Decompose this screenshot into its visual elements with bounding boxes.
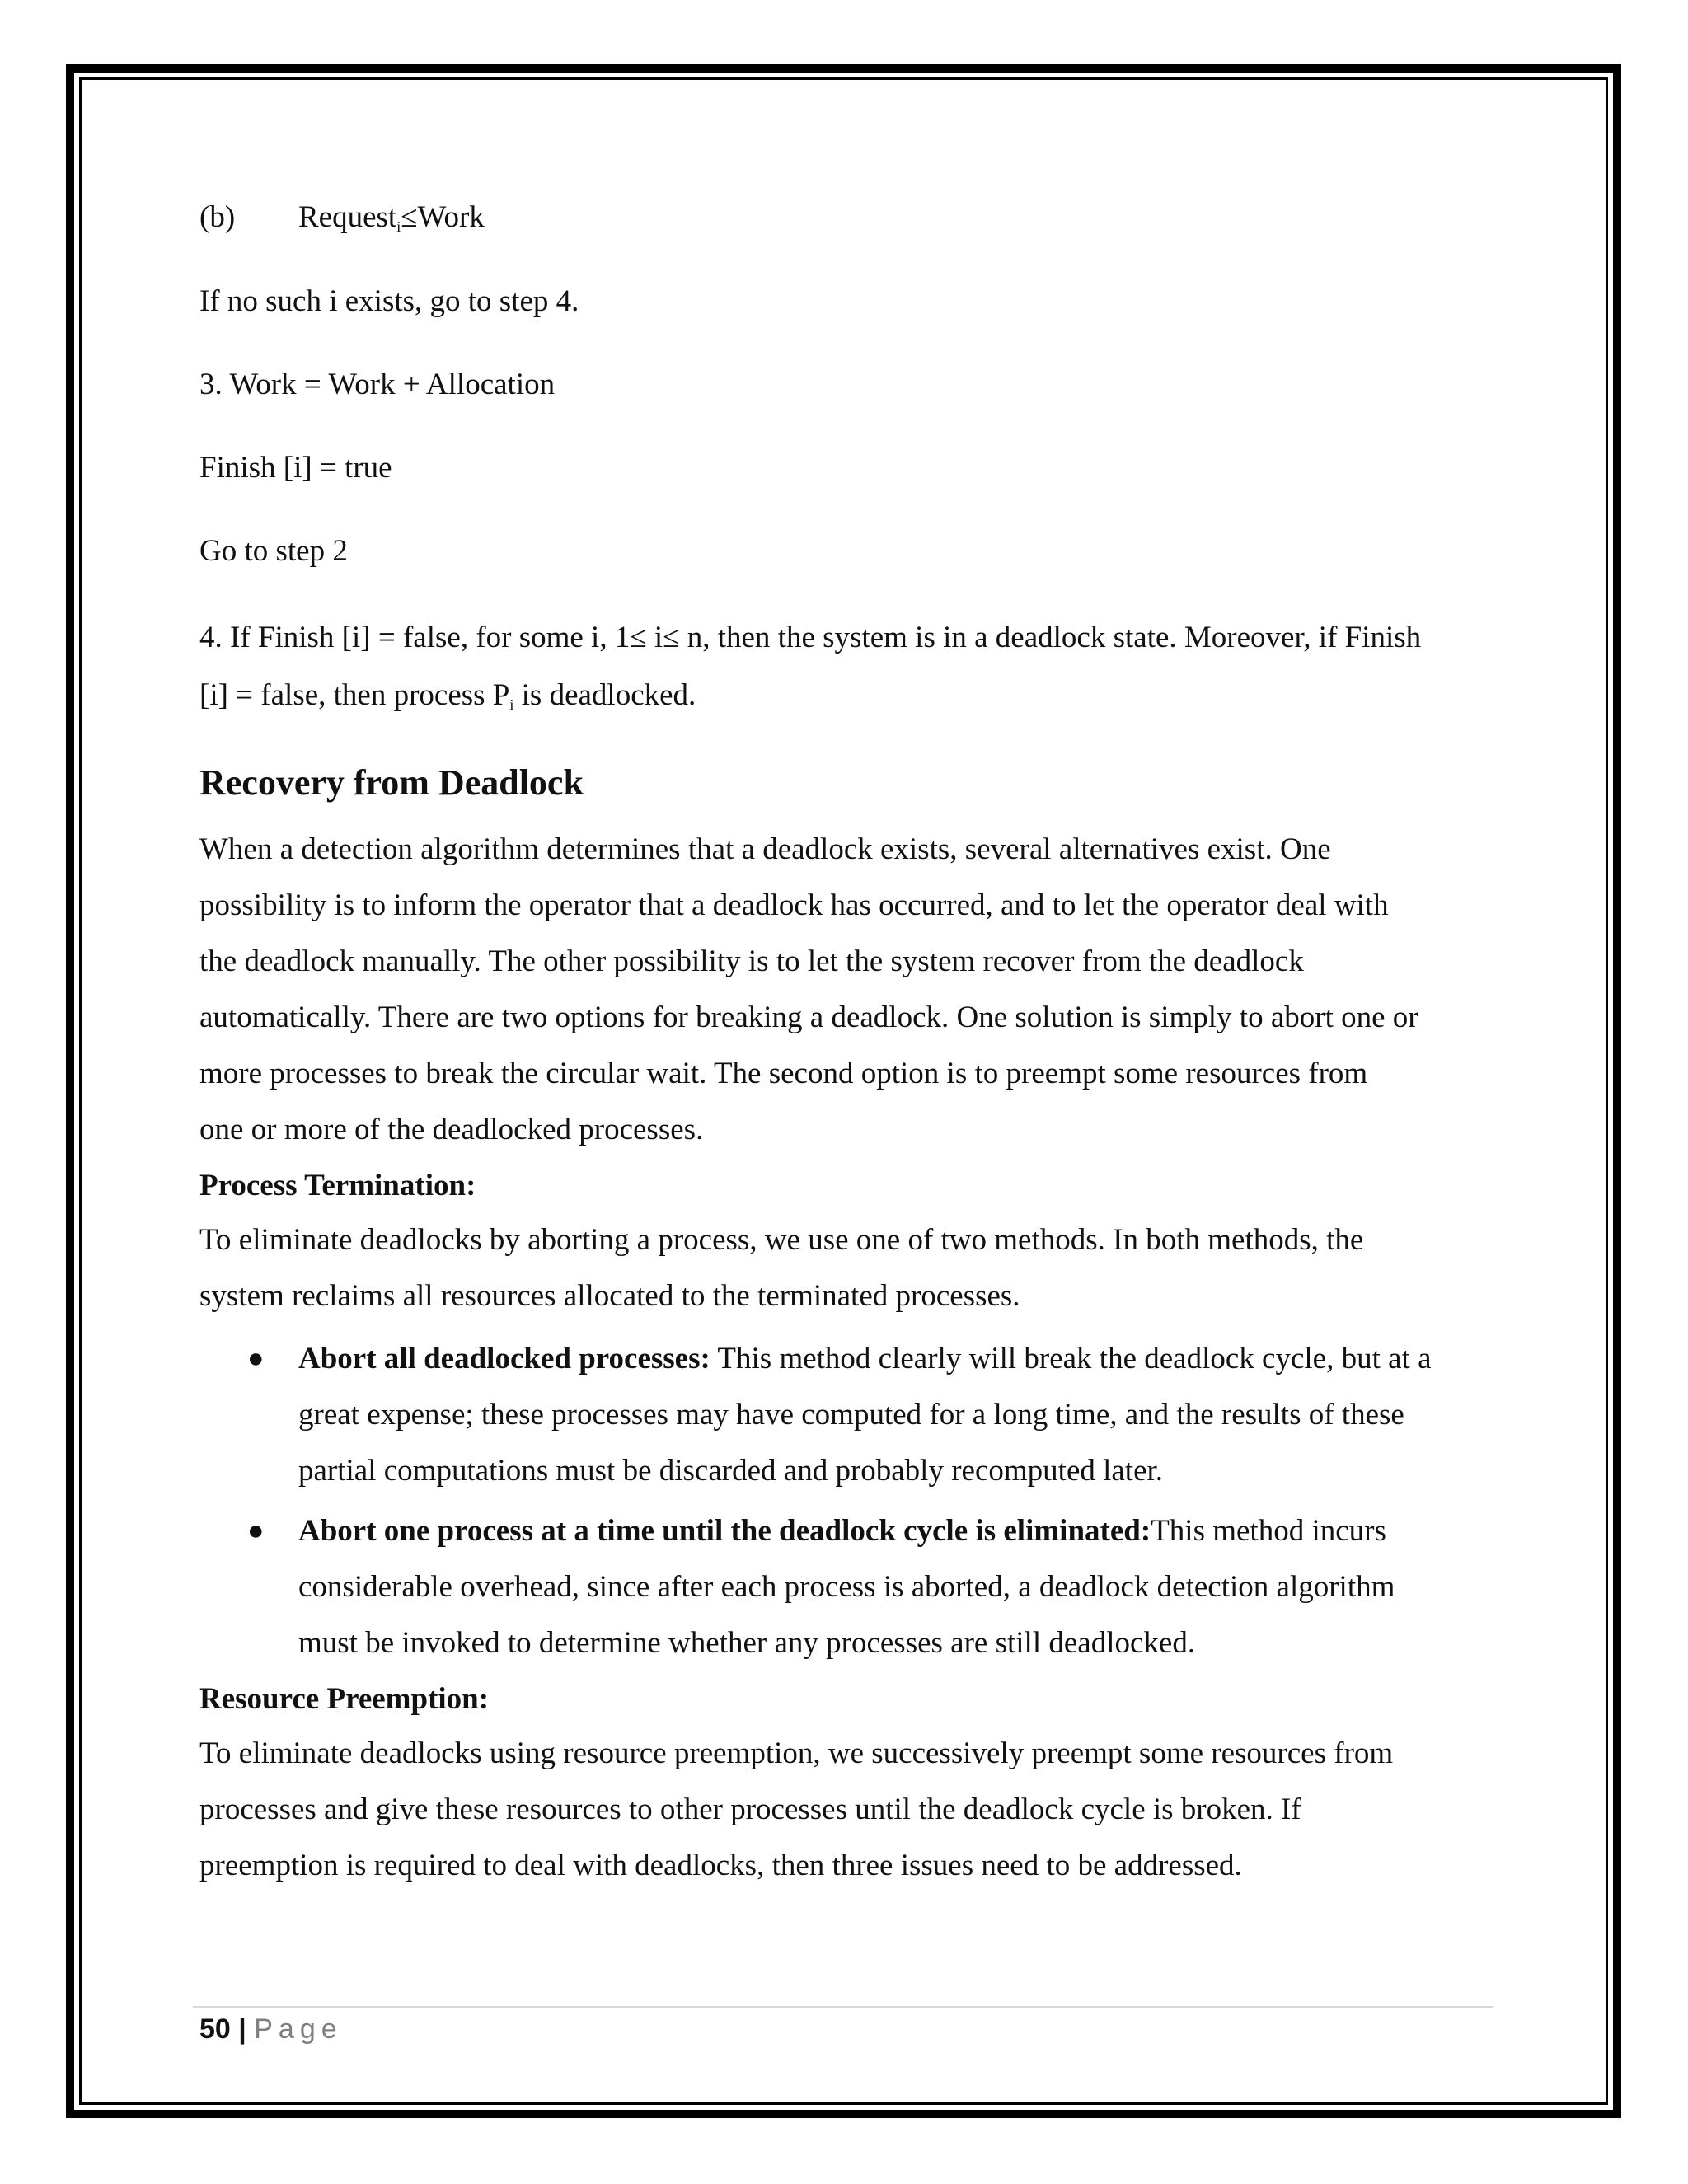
termination-line: system reclaims all resources allocated to the terminated processes. (199, 1279, 1020, 1313)
footer-separator: | (238, 2013, 246, 2045)
goto2-line: Go to step 2 (199, 534, 348, 568)
step-b-rest: ≤Work (401, 200, 485, 234)
step4-text-a: [i] = false, then process P (199, 678, 510, 712)
bullet-line: great expense; these processes may have computed for a long time, and the results of these (298, 1398, 1404, 1432)
step4-line-2 (199, 677, 696, 714)
recovery-line: more processes to break the circular wait. The second option is to preempt some resources from (199, 1057, 1368, 1090)
recovery-line: one or more of the deadlocked processes. (199, 1113, 704, 1146)
bullet-first-line: This method clearly will break the deadlock cycle, but at a (710, 1342, 1432, 1376)
recovery-line: When a detection algorithm determines that a deadlock exists, several alternatives exist. One (199, 832, 1331, 866)
bullet-abort-all (199, 1331, 1493, 1499)
step-b-subscript: i (396, 218, 401, 235)
step-b-request: Request (298, 200, 397, 234)
step3-line: 3. Work = Work + Allocation (199, 368, 556, 401)
footer-rule (193, 2006, 1493, 2008)
step4-line-1: 4. If Finish [i] = false, for some i, 1≤ i≤ n, then the system is in a deadlock state. Moreover, if Finish (199, 621, 1422, 654)
termination-paragraph (199, 1212, 1493, 1324)
page-footer (199, 2013, 343, 2046)
step-b-line (199, 199, 485, 236)
no-such-line: If no such i exists, go to step 4. (199, 284, 579, 318)
bullet-line: must be invoked to determine whether any processes are still deadlocked. (298, 1626, 1196, 1660)
preemption-line: preemption is required to deal with deadlocks, then three issues need to be addressed. (199, 1849, 1242, 1882)
step-b-label: (b) (199, 200, 236, 234)
step4-subscript: i (509, 696, 514, 713)
preemption-line: processes and give these resources to other processes until the deadlock cycle is broken. If (199, 1793, 1301, 1826)
page-word: Page (254, 2013, 343, 2045)
bullet-dot: ● (247, 1343, 265, 1374)
termination-line: To eliminate deadlocks by aborting a process, we use one of two methods. In both methods, the (199, 1223, 1364, 1257)
termination-heading: Process Termination: (199, 1169, 476, 1202)
bullet-abort-one (199, 1503, 1493, 1671)
bullet-bold-label: Abort all deadlocked processes: (298, 1342, 710, 1376)
preemption-paragraph (199, 1726, 1493, 1894)
preemption-heading: Resource Preemption: (199, 1682, 490, 1716)
page-number: 50 (199, 2013, 231, 2045)
preemption-line: To eliminate deadlocks using resource preemption, we successively preempt some resources from (199, 1736, 1394, 1770)
bullet-dot: ● (247, 1516, 265, 1546)
bullet-line: considerable overhead, since after each process is aborted, a deadlock detection algorithm (298, 1570, 1395, 1604)
recovery-line: the deadlock manually. The other possibility is to let the system recover from the deadlock (199, 944, 1304, 978)
step4-text-b: is deadlocked. (513, 678, 696, 712)
bullet-text (298, 1503, 1493, 1671)
recovery-line: automatically. There are two options for breaking a deadlock. One solution is simply to abort one or (199, 1001, 1418, 1034)
recovery-paragraph (199, 822, 1493, 1158)
finish-line: Finish [i] = true (199, 451, 392, 485)
recovery-line: possibility is to inform the operator that a deadlock has occurred, and to let the operator deal with (199, 888, 1389, 922)
bullet-text (298, 1331, 1493, 1499)
bullet-first-line: This method incurs (1151, 1514, 1386, 1548)
bullet-line: partial computations must be discarded and probably recomputed later. (298, 1454, 1164, 1488)
recovery-heading: Recovery from Deadlock (199, 762, 584, 803)
bullet-bold-label: Abort one process at a time until the deadlock cycle is eliminated: (298, 1514, 1151, 1548)
